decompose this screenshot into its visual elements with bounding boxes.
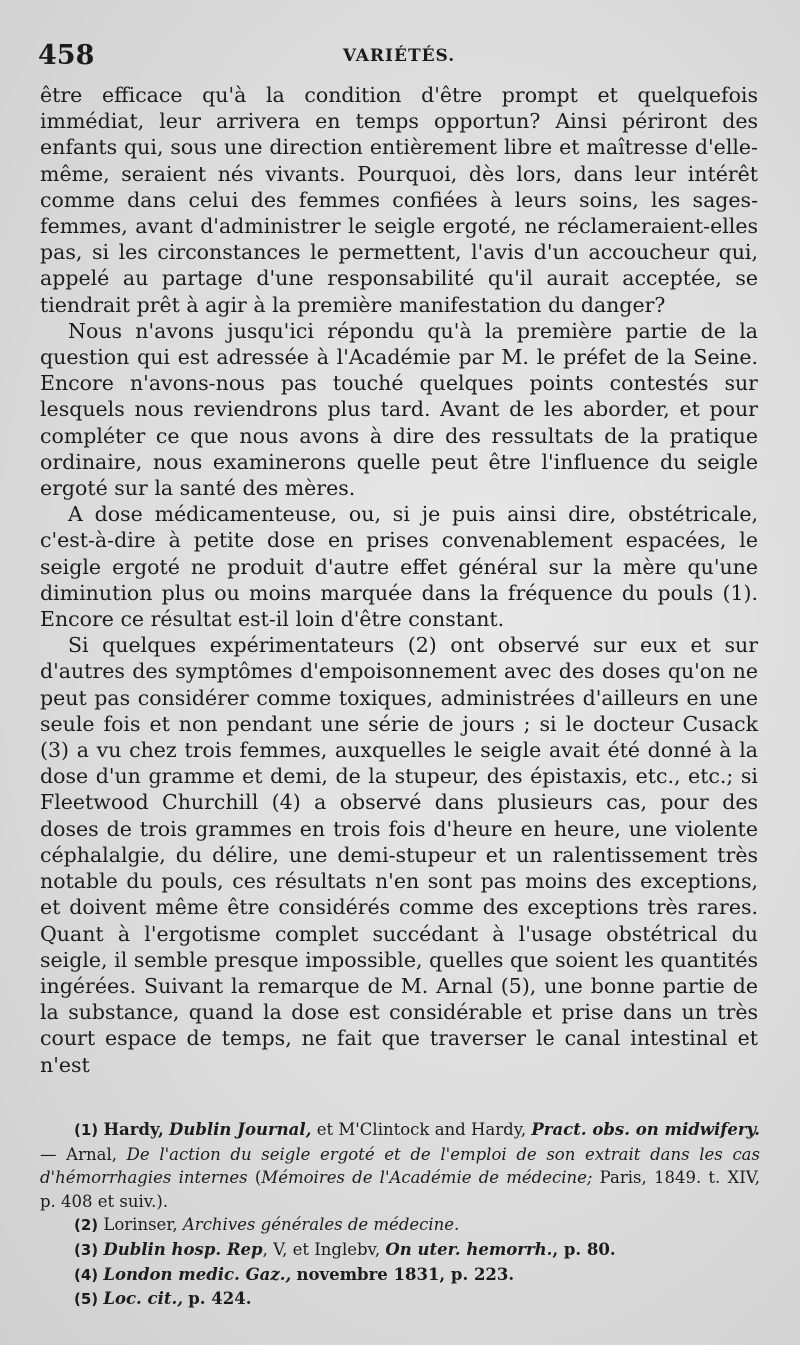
paragraph-4: Si quelques expérimentateurs (2) ont observé sur eux et sur d'autres des symptômes d'empoisonnement avec des doses qu'on ne peut pas considérer comme toxiques, administrées d'ailleurs en une seule fois et non pendant une série de jours ; si le docteur Cusack (3) a vu chez trois femmes, auxquelles le seigle avait été donné à la dose d'un gramme et demi, de la stupeur, des épistaxis, etc., etc.; si Fleetwood Churchill (4) a observé dans plusieurs cas, pour des doses de trois grammes en trois fois d'heure en heure, une violente céphalalgie, du délire, une demi-stupeur et un ralentissement très notable du pouls, ces résultats n'en sont pas moins des exceptions, et doivent même être considérés comme des exceptions très rares. Quant à l'ergotisme complet succédant à l'usage obstétrical du seigle, il semble presque impossible, quelles que soient les quantités ingérées. Suivant la remarque de M. Arnal (5), une bonne partie de la substance, quand la dose est considérable et prise dans un très court espace de temps, ne fait que traverser le canal intestinal et n'est xyxy=(40,633,758,1077)
footnote-source: Dublin Journal, xyxy=(169,1120,312,1139)
footnote-pubinfo: p. 424. xyxy=(188,1289,252,1309)
page-header xyxy=(38,40,760,74)
footnote-label: (5) xyxy=(74,1290,99,1309)
footnote-source: Pract. obs. on midwifery. xyxy=(531,1120,760,1139)
footnote-1 xyxy=(40,1118,760,1213)
footnote-source: Loc. cit., xyxy=(103,1289,183,1309)
running-head: VARIÉTÉS. xyxy=(342,46,456,66)
footnote-author: Hardy, xyxy=(103,1120,164,1139)
footnote-source: London medic. Gaz., xyxy=(103,1264,292,1284)
footnote-source: On uter. hemorrh. xyxy=(385,1239,553,1259)
footnote-label: (4) xyxy=(74,1265,99,1284)
footnote-pubinfo: , p. 80. xyxy=(552,1239,616,1259)
footnote-journal: Mémoires de l'Académie de médecine; xyxy=(261,1168,593,1188)
footnote-author: Lorinser, xyxy=(103,1215,178,1235)
paragraph-2: Nous n'avons jusqu'ici répondu qu'à la première partie de la question qui est adressée à l'Académie par M. le préfet de la Seine. Encore n'avons-nous pas touché quelques points contestés sur lesquels nous reviendrons plus tard. Avant de les aborder, et pour compléter ce que nous avons à dire des ressultats de la pratique ordinaire, nous examinerons quelle peut être l'influence du seigle ergoté sur la santé des mères. xyxy=(40,318,758,501)
footnote-pubinfo: Paris, 1849. t. XIV, p. 408 et suiv.). xyxy=(40,1168,761,1211)
footnote-2 xyxy=(40,1213,760,1238)
footnote-text: et M'Clintock and Hardy, xyxy=(316,1120,527,1139)
footnote-source: Dublin hosp. Rep xyxy=(103,1239,263,1259)
footnote-source: Archives générales de médecine. xyxy=(182,1215,460,1235)
paragraph-3: A dose médicamenteuse, ou, si je puis ainsi dire, obstétricale, c'est-à-dire à petite dose en prises convenablement espacées, le seigle ergoté ne produit d'autre effet général sur la mère qu'une diminution plus ou moins marquée dans la fréquence du pouls (1). Encore ce résultat est-il loin d'être constant. xyxy=(40,502,758,632)
footnotes xyxy=(40,1118,760,1312)
footnote-title: De l'action du seigle ergoté et de l'emploi de son extrait dans les cas d'hémorrhagies internes xyxy=(40,1144,760,1188)
footnote-label: (1) xyxy=(74,1121,99,1139)
footnote-5 xyxy=(40,1287,760,1312)
footnote-text: , V, et Inglebv, xyxy=(262,1239,381,1259)
footnote-4 xyxy=(40,1263,760,1288)
paragraph-1: être efficace qu'à la condition d'être prompt et quelquefois immédiat, leur arrivera en temps opportun? Ainsi périront des enfants qui, sous une direction entièrement libre et maîtresse d'elle-même, seraient nés vivants. Pourquoi, dès lors, dans leur intérêt comme dans celui des femmes confiées à leurs soins, les sages-femmes, avant d'administrer le seigle ergoté, ne réclameraient-elles pas, si les circonstances le permettent, l'avis d'un accoucheur qui, appelé au partage d'une responsabilité qu'il aurait acceptée, se tiendrait prêt à agir à la première manifestation du danger? xyxy=(40,83,758,317)
footnote-3 xyxy=(40,1238,760,1263)
footnote-label: (3) xyxy=(74,1240,99,1259)
footnote-pubinfo: novembre 1831, p. 223. xyxy=(296,1264,515,1284)
body-text xyxy=(40,82,758,1078)
footnote-text: ( xyxy=(254,1168,262,1188)
footnote-text: — Arnal, xyxy=(40,1144,117,1164)
footnote-label: (2) xyxy=(74,1216,99,1235)
page-number: 458 xyxy=(38,40,95,71)
